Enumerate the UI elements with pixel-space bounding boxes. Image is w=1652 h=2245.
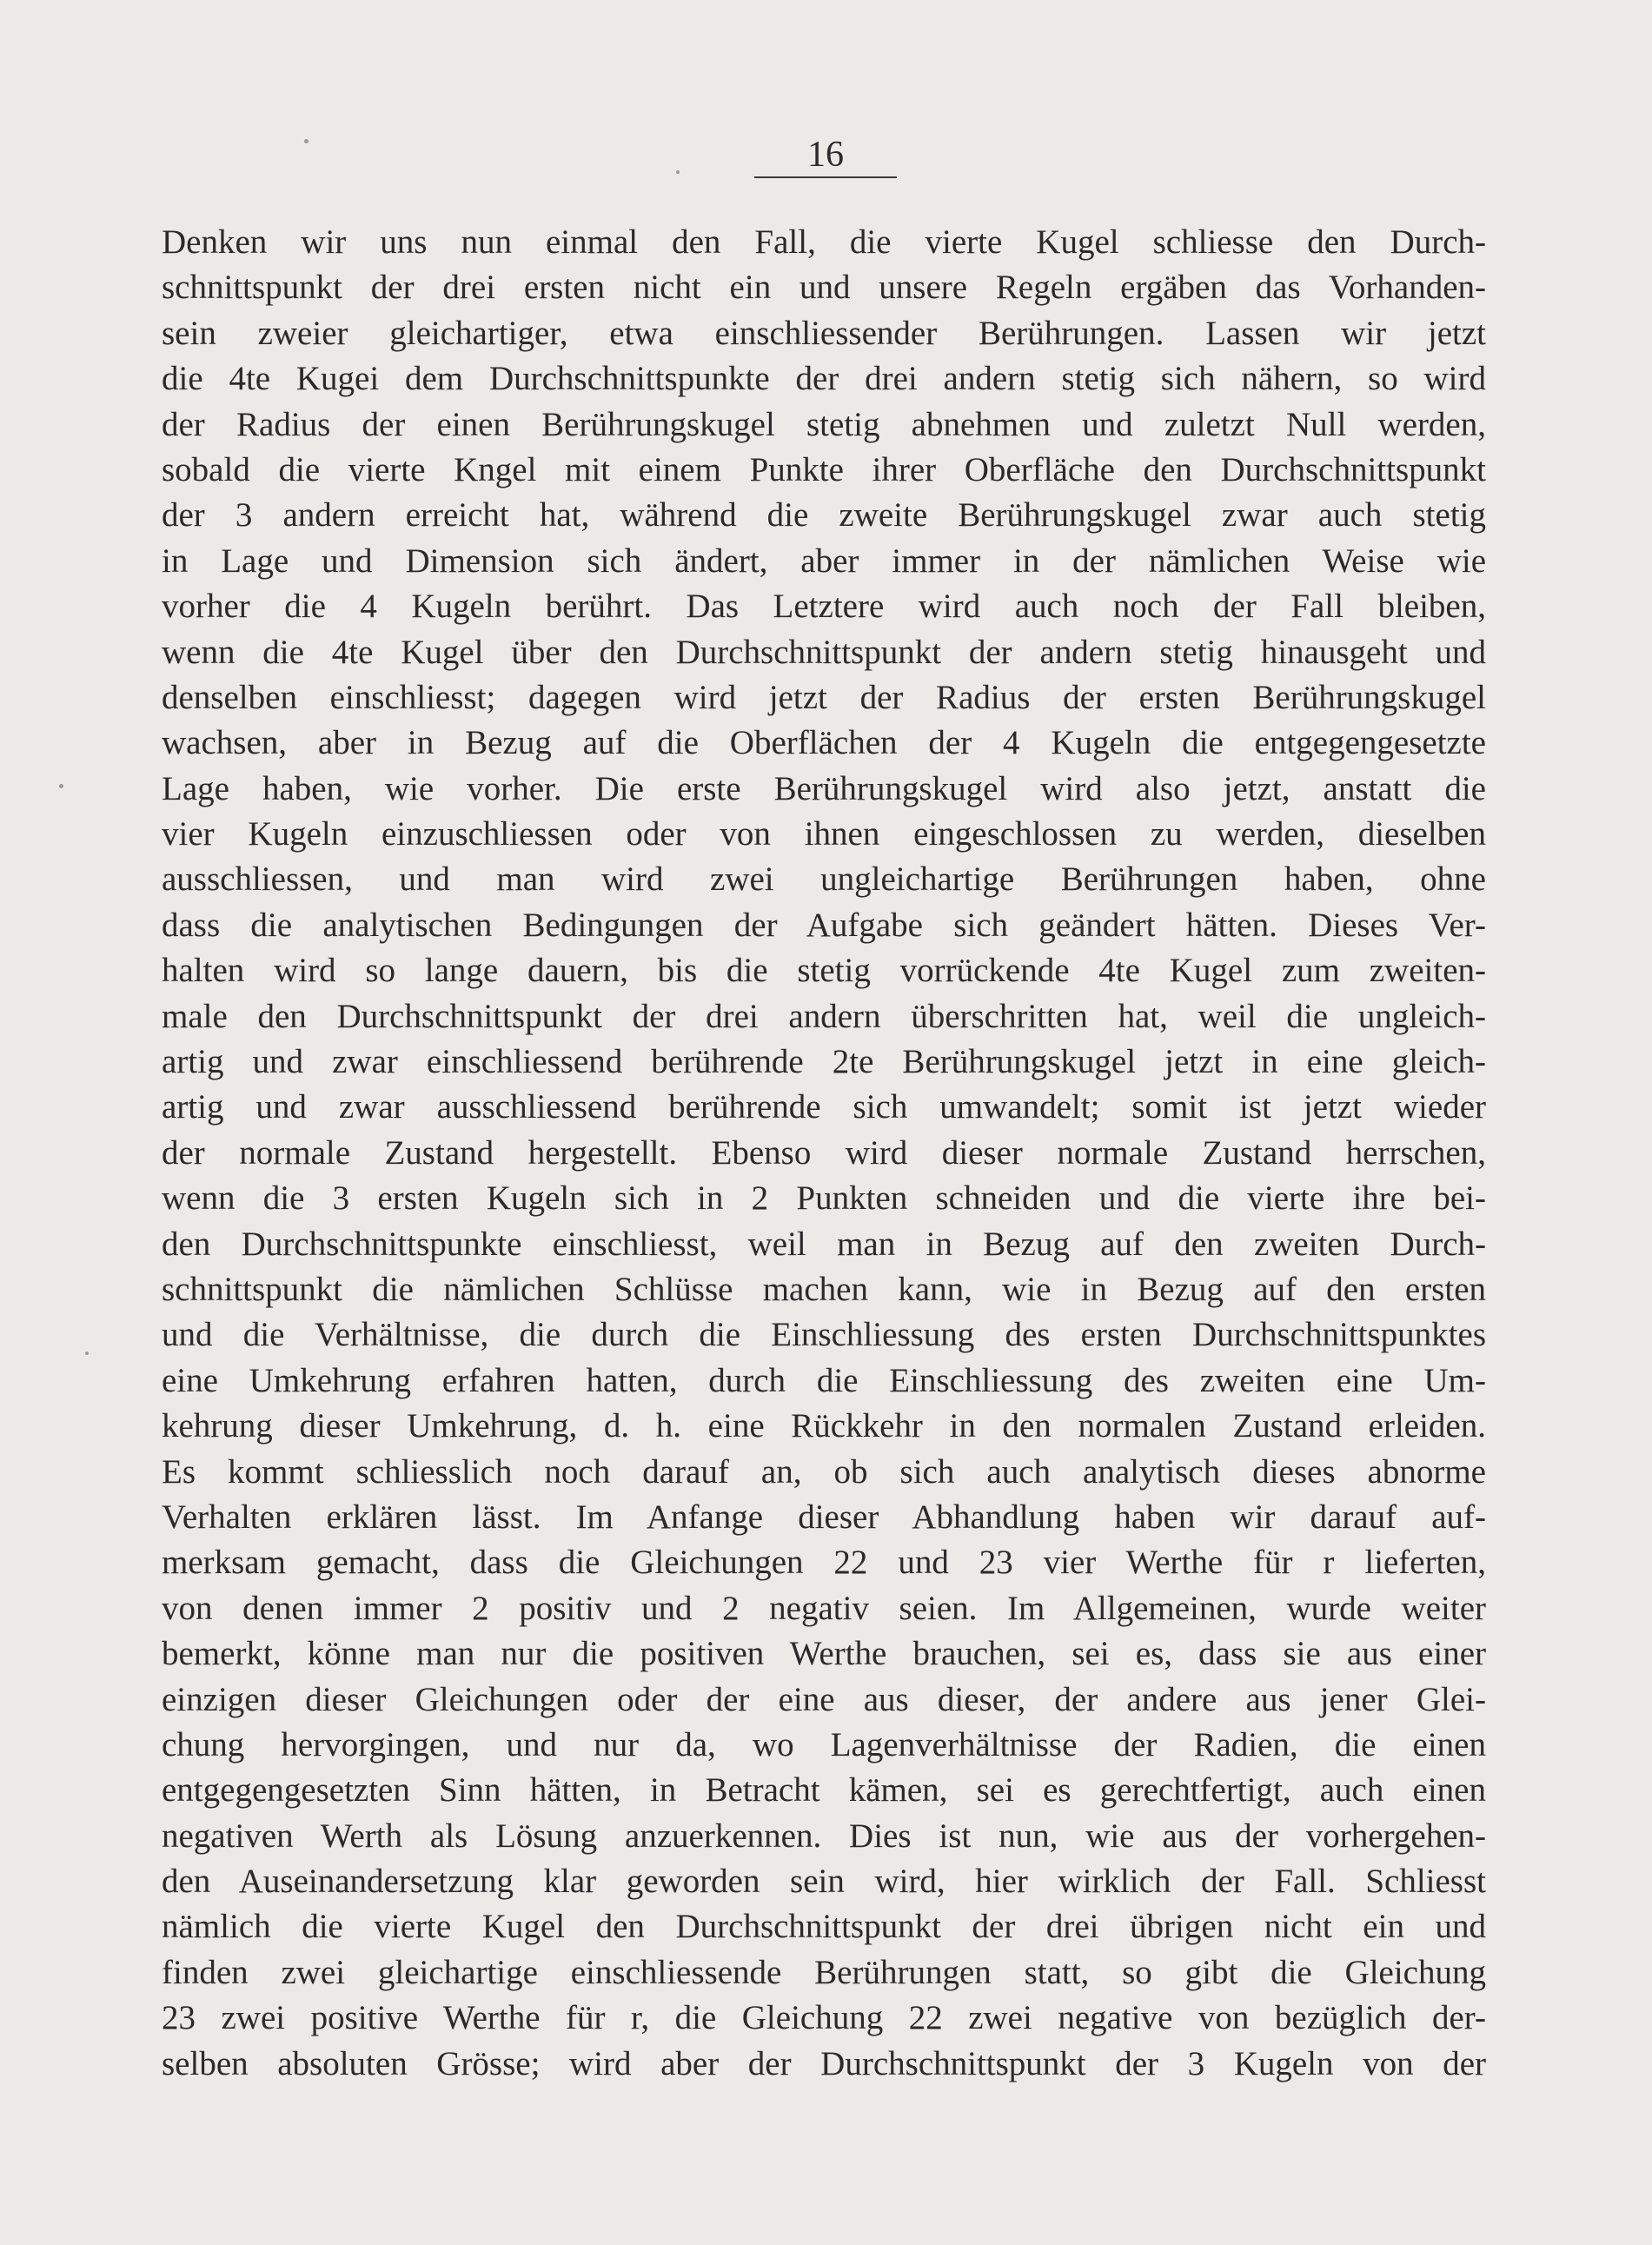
text-line: bemerkt, könne man nur die positiven Werthe brauchen, sei es, dass sie aus einer xyxy=(162,1635,1486,1673)
text-line: artig und zwar einschliessend berührende 2te Berührungskugel jetzt in eine gleich- xyxy=(162,1043,1486,1081)
text-line: merksam gemacht, dass die Gleichungen 22 und 23 vier Werthe für r lieferten, xyxy=(162,1544,1486,1582)
paper-speck xyxy=(304,139,309,143)
text-line: der 3 andern erreicht hat, während die zweite Berührungskugel zwar auch stetig xyxy=(162,496,1486,535)
body-text xyxy=(162,220,1486,2087)
text-line: nämlich die vierte Kugel den Durchschnittspunkt der drei übrigen nicht ein und xyxy=(162,1908,1486,1946)
text-line: 23 zwei positive Werthe für r, die Gleichung 22 zwei negative von bezüglich der- xyxy=(162,1999,1486,2037)
text-line: denselben einschliesst; dagegen wird jetzt der Radius der ersten Berührungskugel xyxy=(162,678,1486,716)
text-line: von denen immer 2 positiv und 2 negativ seien. Im Allgemeinen, wurde weiter xyxy=(162,1589,1486,1627)
text-line: negativen Werth als Lösung anzuerkennen. Dies ist nun, wie aus der vorhergehen- xyxy=(162,1817,1486,1855)
paper-speck xyxy=(85,1352,89,1355)
text-line: in Lage und Dimension sich ändert, aber immer in der nämlichen Weise wie xyxy=(162,541,1486,580)
text-line: schnittspunkt die nämlichen Schlüsse machen kann, wie in Bezug auf den ersten xyxy=(162,1270,1486,1308)
text-line: male den Durchschnittspunkt der drei andern überschritten hat, weil die ungleich- xyxy=(162,997,1486,1035)
text-line: kehrung dieser Umkehrung, d. h. eine Rückkehr in den normalen Zustand erleiden. xyxy=(162,1407,1486,1445)
text-line: selben absoluten Grösse; wird aber der Durchschnittspunkt der 3 Kugeln von der xyxy=(162,2044,1486,2082)
text-line: den Durchschnittspunkte einschliesst, weil man in Bezug auf den zweiten Durch- xyxy=(162,1225,1486,1263)
text-line: Verhalten erklären lässt. Im Anfange dieser Abhandlung haben wir darauf auf- xyxy=(162,1498,1486,1536)
text-line: Es kommt schliesslich noch darauf an, ob sich auch analytisch dieses abnorme xyxy=(162,1452,1486,1491)
text-line: wenn die 3 ersten Kugeln sich in 2 Punkten schneiden und die vierte ihre bei- xyxy=(162,1179,1486,1218)
paper-speck xyxy=(59,784,63,788)
text-line: wenn die 4te Kugel über den Durchschnittspunkt der andern stetig hinausgeht und xyxy=(162,633,1486,671)
text-line: sobald die vierte Kngel mit einem Punkte ihrer Oberfläche den Durchschnittspunkt xyxy=(162,450,1486,488)
text-line: sein zweier gleichartiger, etwa einschliessender Berührungen. Lassen wir jetzt xyxy=(162,314,1486,352)
text-line: vorher die 4 Kugeln berührt. Das Letztere wird auch noch der Fall bleiben, xyxy=(162,588,1486,626)
page-number: 16 xyxy=(807,135,844,175)
text-line: vier Kugeln einzuschliessen oder von ihnen eingeschlossen zu werden, dieselben xyxy=(162,815,1486,853)
text-line: eine Umkehrung erfahren hatten, durch die Einschliessung des zweiten eine Um- xyxy=(162,1361,1486,1399)
text-line: Denken wir uns nun einmal den Fall, die vierte Kugel schliesse den Durch- xyxy=(162,223,1486,261)
text-line: schnittspunkt der drei ersten nicht ein und unsere Regeln ergäben das Vorhanden- xyxy=(162,269,1486,307)
text-line: die 4te Kugei dem Durchschnittspunkte der drei andern stetig sich nähern, so wird xyxy=(162,360,1486,398)
text-line: dass die analytischen Bedingungen der Aufgabe sich geändert hätten. Dieses Ver- xyxy=(162,906,1486,944)
text-line: entgegengesetzten Sinn hätten, in Betracht kämen, sei es gerechtfertigt, auch einen xyxy=(162,1771,1486,1810)
page-number-rule xyxy=(754,176,897,178)
text-line: den Auseinandersetzung klar geworden sein wird, hier wirklich der Fall. Schliesst xyxy=(162,1863,1486,1901)
text-line: der normale Zustand hergestellt. Ebenso wird dieser normale Zustand herrschen, xyxy=(162,1133,1486,1172)
paper-speck xyxy=(676,170,680,174)
text-line: finden zwei gleichartige einschliessende Berührungen statt, so gibt die Gleichung xyxy=(162,1953,1486,1991)
text-line: chung hervorgingen, und nur da, wo Lagenverhältnisse der Radien, die einen xyxy=(162,1725,1486,1763)
text-line: und die Verhältnisse, die durch die Einschliessung des ersten Durchschnittspunktes xyxy=(162,1316,1486,1354)
text-line: artig und zwar ausschliessend berührende sich umwandelt; somit ist jetzt wieder xyxy=(162,1088,1486,1126)
text-line: der Radius der einen Berührungskugel stetig abnehmen und zuletzt Null werden, xyxy=(162,405,1486,443)
text-line: ausschliessen, und man wird zwei ungleichartige Berührungen haben, ohne xyxy=(162,860,1486,899)
text-line: Lage haben, wie vorher. Die erste Berührungskugel wird also jetzt, anstatt die xyxy=(162,769,1486,807)
text-line: halten wird so lange dauern, bis die stetig vorrückende 4te Kugel zum zweiten- xyxy=(162,952,1486,990)
text-line: wachsen, aber in Bezug auf die Oberflächen der 4 Kugeln die entgegengesetzte xyxy=(162,724,1486,762)
text-line: einzigen dieser Gleichungen oder der eine aus dieser, der andere aus jener Glei- xyxy=(162,1680,1486,1718)
